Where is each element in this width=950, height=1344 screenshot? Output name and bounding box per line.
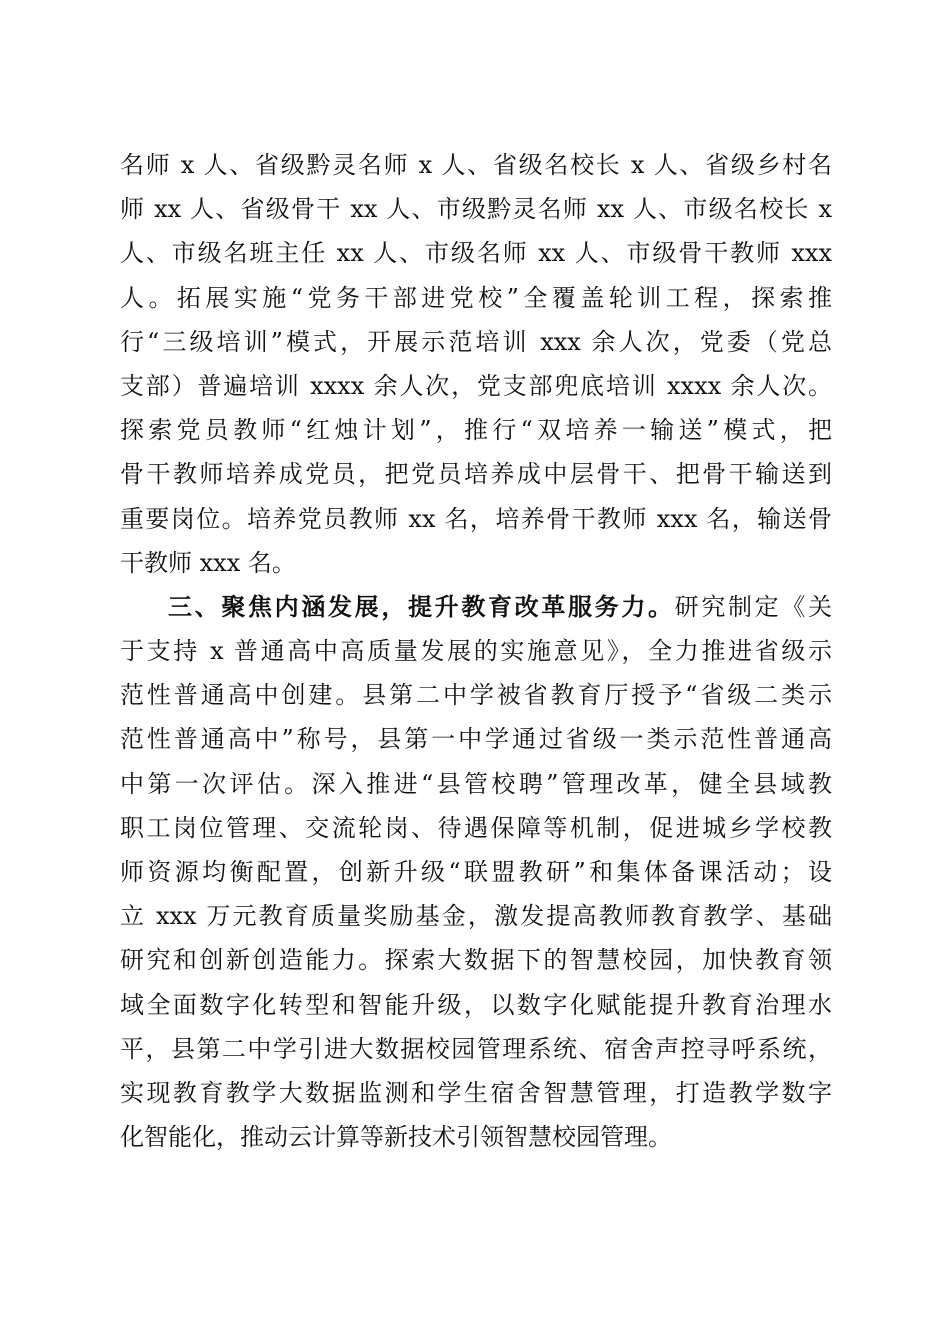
text-line: 于支持 x 普通高中高质量发展的实施意见》，全力推进省级示 [120,637,832,666]
text-line: 职工岗位管理、交流轮岗、待遇保障等机制，促进城乡学校教 [120,813,832,842]
heading-line-rest: 研究制定《关 [674,592,832,621]
text-line: 范性普通高中”称号，县第一中学通过省级一类示范性普通高 [120,725,832,754]
text-line: 支部）普遍培训 xxxx 余人次，党支部兜底培训 xxxx 余人次。 [120,371,832,400]
text-line: 实现教育教学大数据监测和学生宿舍智慧管理，打造教学数字 [120,1078,832,1107]
text-line: 研究和创新创造能力。探索大数据下的智慧校园，加快教育领 [120,946,832,975]
text-line: 立 xxx 万元教育质量奖励基金，激发提高教师教育教学、基础 [120,902,832,931]
text-line: 重要岗位。培养党员教师 xx 名，培养骨干教师 xxx 名，输送骨 [120,504,832,533]
text-line: 行“三级培训”模式，开展示范培训 xxx 余人次，党委（党总 [120,327,832,356]
document-body [120,143,832,1159]
text-line: 探索党员教师“红烛计划”，推行“双培养一输送”模式，把 [120,416,832,445]
text-line: 中第一次评估。深入推进“县管校聘”管理改革，健全县域教 [120,769,832,798]
text-line: 化智能化，推动云计算等新技术引领智慧校园管理。 [120,1123,672,1152]
text-line: 范性普通高中创建。县第二中学被省教育厅授予“省级二类示 [120,681,832,710]
text-line: 师 xx 人、省级骨干 xx 人、市级黔灵名师 xx 人、市级名校长 x [120,195,832,224]
text-line: 干教师 xxx 名。 [120,548,296,577]
text-line: 名师 x 人、省级黔灵名师 x 人、省级名校长 x 人、省级乡村名 [120,151,832,179]
paragraph-education-reform [120,585,832,1159]
text-line: 师资源均衡配置，创新升级“联盟教研”和集体备课活动；设 [120,858,832,886]
text-line: 域全面数字化转型和智能升级，以数字化赋能提升教育治理水 [120,990,832,1019]
section-heading: 三、聚焦内涵发展，提升教育改革服务力。 [168,591,675,621]
text-line: 人、市级名班主任 xx 人、市级名师 xx 人、市级骨干教师 xxx [120,239,832,268]
heading-line [120,585,832,629]
paragraph-teacher-training [120,143,832,585]
text-line: 平，县第二中学引进大数据校园管理系统、宿舍声控寻呼系统， [120,1034,832,1063]
text-line: 骨干教师培养成党员，把党员培养成中层骨干、把骨干输送到 [120,460,832,489]
text-line: 人。拓展实施“党务干部进党校”全覆盖轮训工程，探索推 [120,283,832,312]
